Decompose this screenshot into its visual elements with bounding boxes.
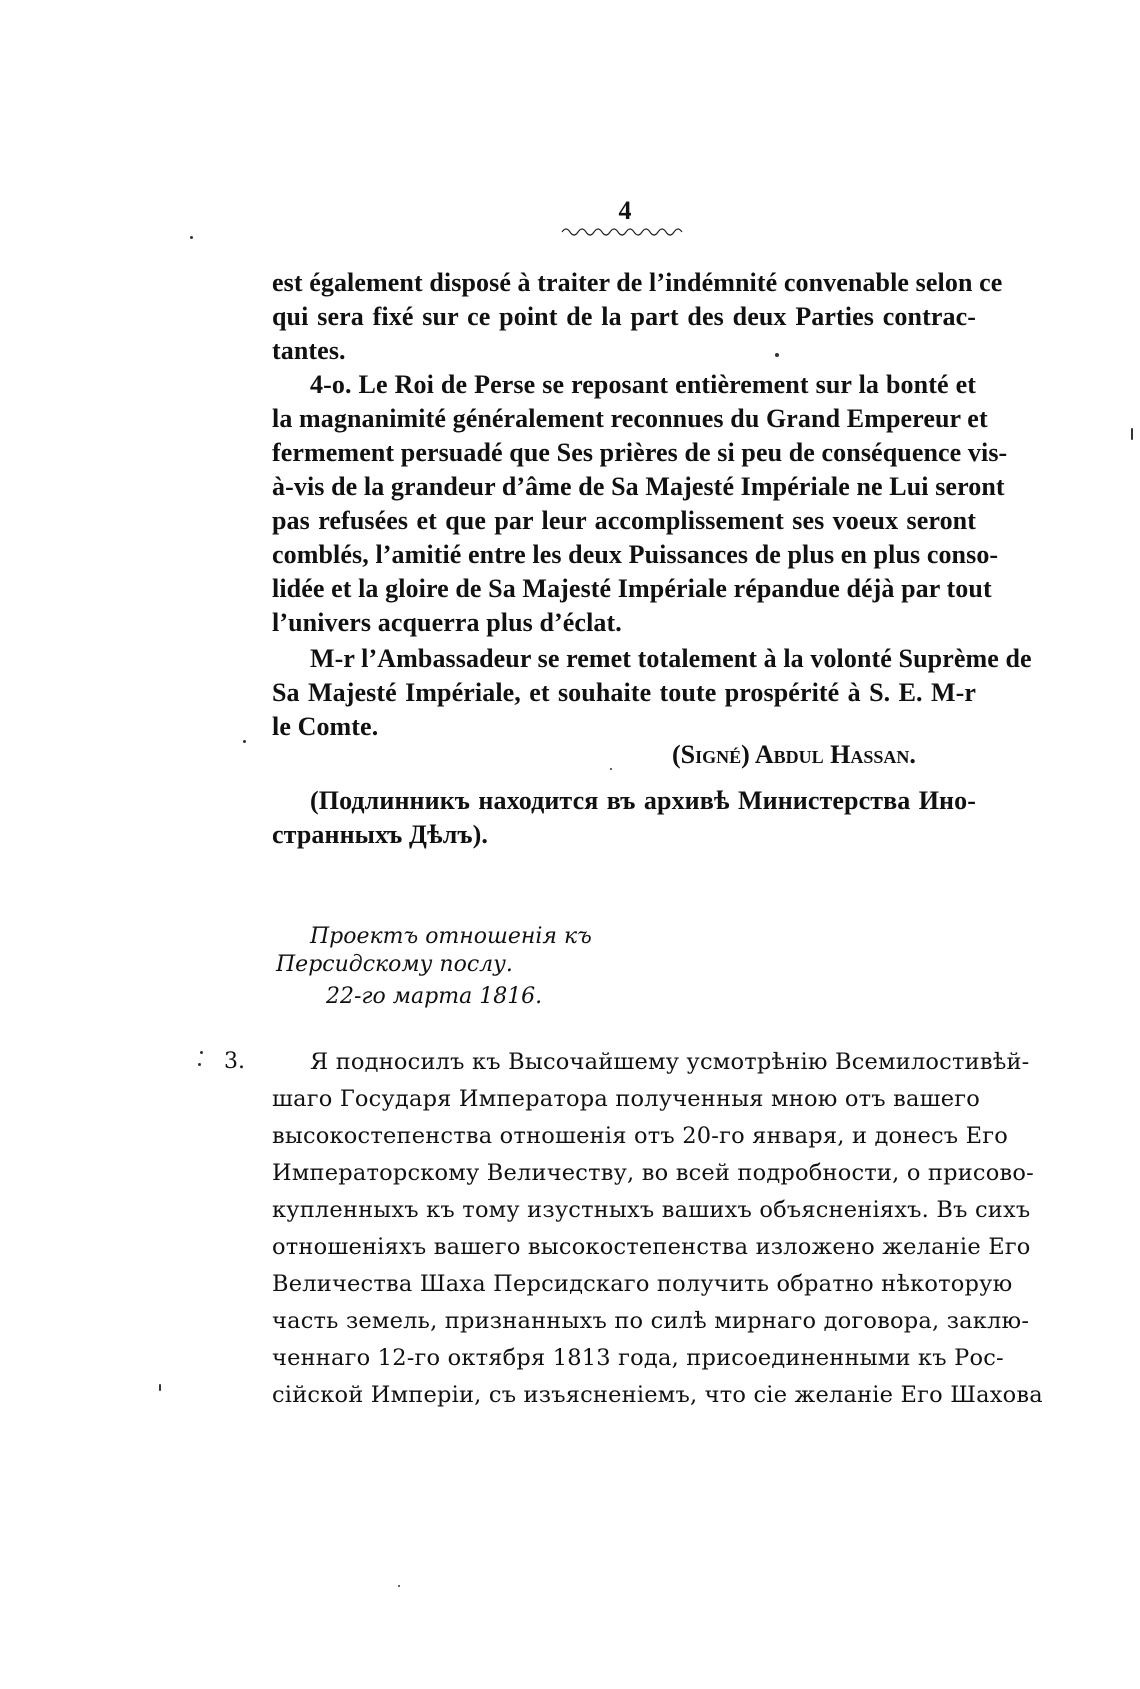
text-line: (Подлинникъ находится въ архивѣ Министерства Ино- (310, 786, 976, 815)
text-line: отношеніяхъ вашего высокостепенства изложено желаніе Его (272, 1234, 1031, 1260)
text-line: comblés, l’amitié entre les deux Puissances de plus en plus conso- (272, 540, 999, 569)
document-number: 3. (224, 1049, 245, 1074)
text-line: lidée et la gloire de Sa Majesté Impériale répandue déjà par tout (272, 574, 992, 603)
scan-speck (243, 740, 246, 743)
scan-speck (190, 236, 193, 239)
scan-speck (398, 1585, 400, 1587)
text-line: Я подносилъ къ Высочайшему усмотрѣнію Всемилостивѣй- (310, 1049, 1030, 1075)
text-line: часть земель, признанныхъ по силѣ мирнаго договора, заклю- (272, 1308, 1030, 1334)
text-line: la magnanimité généralement reconnues du Grand Empereur et (272, 404, 988, 433)
text-line: Величества Шаха Персидскаго получить обратно нѣкоторую (272, 1271, 1013, 1297)
page-number: 4 (618, 196, 632, 225)
scan-speck (775, 353, 779, 357)
text-line: странныхъ Дѣлъ). (272, 820, 489, 849)
text-line: 4-o. Le Roi de Perse se reposant entièrement sur la bonté et (310, 370, 976, 399)
text-line: ченнаго 12-го октября 1813 года, присоединенными къ Рос- (272, 1345, 1004, 1371)
text-line: tantes. (272, 336, 346, 365)
heading-line: 22-го марта 1816. (326, 984, 543, 1009)
scan-speck (1131, 428, 1133, 440)
text-line: qui sera fixé sur ce point de la part des deux Parties contrac- (272, 302, 976, 331)
text-line: le Comte. (272, 712, 379, 741)
scan-speck (610, 768, 612, 770)
text-line: высокостепенства отношенія отъ 20-го января, и донесъ Его (272, 1123, 1009, 1149)
heading-line: Персидскому послу. (276, 952, 513, 977)
text-line: l’univers acquerra plus d’éclat. (272, 608, 622, 637)
signature: (Signé) Abdul Hassan. (672, 740, 916, 769)
scan-speck (159, 1384, 161, 1391)
text-line: сійской Имперіи, съ изъясненіемъ, что сіе желаніе Его Шахова (272, 1382, 1043, 1408)
text-line: шаго Государя Императора полученныя мною отъ вашего (272, 1086, 980, 1112)
text-line: à-vis de la grandeur d’âme de Sa Majesté Impériale ne Lui seront (272, 472, 1005, 501)
scan-speck (200, 1051, 203, 1054)
heading-line: Проектъ отношенія къ (310, 924, 592, 949)
text-line: pas refusées et que par leur accomplissement ses voeux seront (272, 506, 976, 535)
text-line: M-r l’Ambassadeur se remet totalement à la volonté Suprème de (310, 644, 1032, 673)
text-line: Sa Majesté Impériale, et souhaite toute prospérité à S. E. M-r (272, 678, 976, 707)
text-line: купленныхъ къ тому изустныхъ вашихъ объясненіяхъ. Въ сихъ (272, 1197, 1031, 1223)
text-line: est également disposé à traiter de l’indémnité convenable selon ce (272, 268, 1003, 297)
text-line: Императорскому Величеству, во всей подробности, о присово- (272, 1160, 1034, 1186)
text-line: fermement persuadé que Ses prières de si peu de conséquence vis- (272, 438, 1008, 467)
scan-speck (198, 1063, 201, 1066)
wavy-rule-ornament (560, 224, 690, 240)
